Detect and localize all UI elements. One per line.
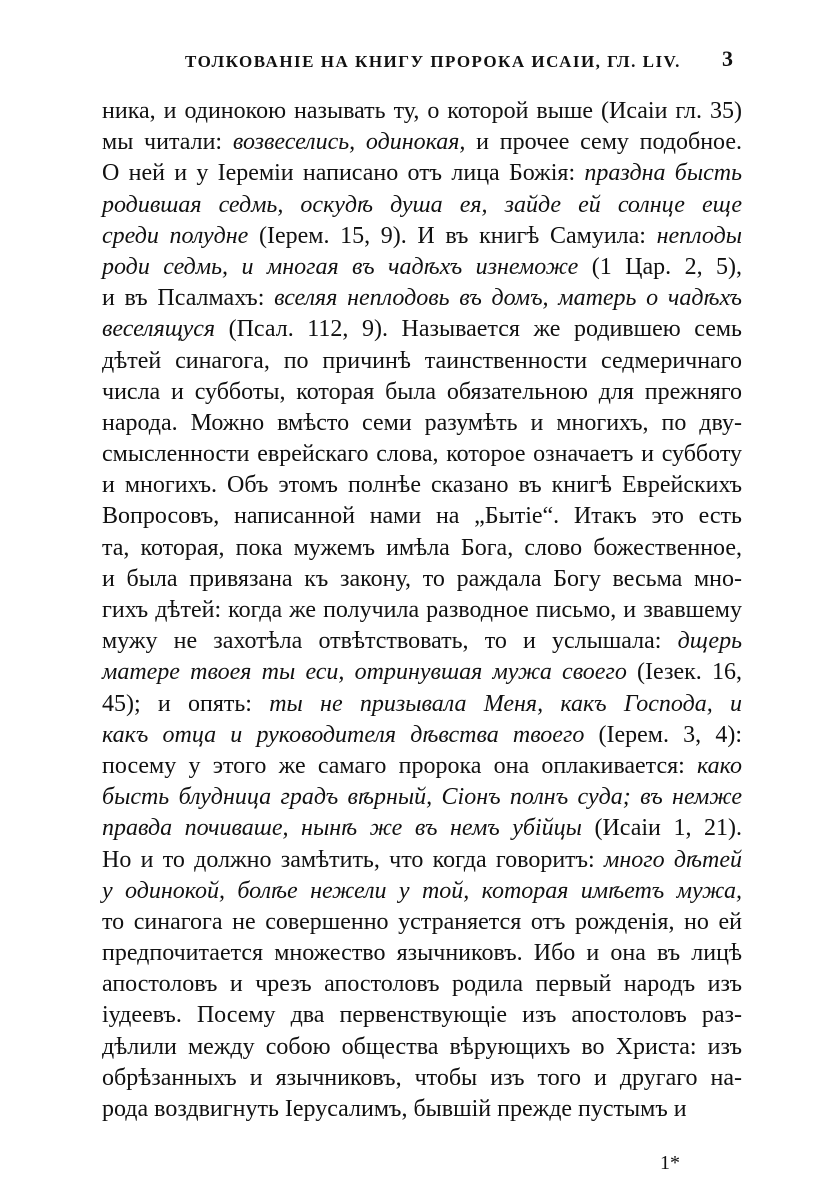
text-run: (Исаіи 1, 21).: [581, 815, 742, 842]
text-run: и прочее сему подобное.: [465, 129, 742, 156]
signature-mark: 1*: [660, 1152, 680, 1174]
text-line: [102, 689, 742, 720]
text-run: гихъ дѣтей: когда же получила разводное письмо, и звавшему: [102, 597, 742, 623]
text-run: посему у этого же самаго пророка она оплакивается:: [102, 752, 698, 779]
text-run: мужу не захотѣла отвѣтствовать, то и услышала:: [102, 628, 678, 655]
italic-quotation: правда почиваше, нынѣ же въ немъ убійцы: [102, 815, 582, 842]
text-line: [102, 1000, 742, 1031]
text-run: и была привязана къ закону, то раждала Богу весьма мно-: [102, 565, 742, 592]
text-run: и въ Псалмахъ:: [102, 285, 275, 312]
text-run: дѣтей синагога, по причинѣ таинственности седмеричнаго: [102, 347, 742, 374]
text-line: [102, 1094, 742, 1125]
text-run: (Іезек. 16,: [626, 659, 742, 686]
text-run: (1 Цар. 2, 5),: [578, 253, 742, 280]
italic-quotation: среди полудне: [102, 222, 249, 249]
text-line: [102, 501, 742, 532]
text-line: [102, 377, 742, 408]
text-run: (Псал. 112, 9). Называется же родившею семь: [215, 316, 742, 343]
text-line: [102, 845, 742, 876]
text-line: [102, 907, 742, 938]
text-line: [102, 657, 742, 688]
text-line: [102, 221, 742, 252]
text-line: [102, 626, 742, 657]
text-run: (Іерем. 15, 9). И въ книгѣ Самуила:: [248, 222, 657, 249]
text-run: О ней и у Іереміи написано отъ лица Божія:: [102, 160, 585, 187]
body-text: [102, 96, 742, 1125]
text-run: обрѣзанныхъ и язычниковъ, чтобы изъ того и другаго на-: [102, 1064, 742, 1091]
text-run: іудеевъ. Посему два первенствующіе изъ апостоловъ раз-: [102, 1002, 742, 1029]
text-line: [102, 470, 742, 501]
text-run: дѣлили между собою общества вѣрующихъ во Христа: изъ: [102, 1033, 742, 1060]
text-line: [102, 938, 742, 969]
text-run: и многихъ. Объ этомъ полнѣе сказано въ книгѣ Еврейскихъ: [102, 472, 742, 499]
text-line: [102, 564, 742, 595]
italic-quotation: вселяя неплодовь въ домъ, матерь о чадѣхъ: [274, 285, 743, 312]
text-run: 45); и опять:: [102, 690, 270, 717]
text-run: числа и субботы, которая была обязательною для прежняго: [102, 378, 742, 405]
text-run: та, которая, пока мужемъ имѣла Бога, слово божественное,: [102, 534, 742, 561]
italic-quotation: родившая седмь, оскудѣ душа ея, зайде ей солнце еще: [102, 191, 742, 218]
italic-quotation: у одинокой, болѣе нежели у той, которая имѣетъ мужа,: [102, 877, 742, 904]
text-run: Но и то должно замѣтить, что когда говоритъ:: [102, 846, 605, 873]
italic-quotation: возвеселись, одинокая,: [232, 129, 466, 156]
text-run: апостоловъ и чрезъ апостоловъ родила первый народъ изъ: [102, 971, 742, 998]
text-run: ника, и одинокою называть ту, о которой выше (Исаіи гл. 35): [102, 98, 742, 124]
text-run: (Іерем. 3, 4):: [584, 721, 742, 748]
text-line: [102, 876, 742, 907]
italic-quotation: неплоды: [656, 222, 743, 249]
text-line: [102, 252, 742, 283]
text-line: [102, 408, 742, 439]
text-line: [102, 751, 742, 782]
text-line: [102, 190, 742, 221]
text-line: [102, 127, 742, 158]
text-line: [102, 439, 742, 470]
text-line: [102, 283, 742, 314]
text-line: [102, 346, 742, 377]
text-line: [102, 782, 742, 813]
text-run: Вопросовъ, написанной нами на „Бытіе“. Итакъ это есть: [102, 503, 742, 530]
italic-quotation: како: [697, 752, 742, 779]
italic-quotation: бысть блудница градъ вѣрный, Сіонъ полнъ суда; въ немже: [102, 784, 742, 811]
italic-quotation: матере твоея ты еси, отринувшая мужа своего: [102, 659, 627, 686]
text-line: [102, 1032, 742, 1063]
text-line: [102, 720, 742, 751]
italic-quotation: роди седмь, и многая въ чадѣхъ изнеможе: [102, 253, 579, 280]
text-line: [102, 813, 742, 844]
text-run: рода воздвигнуть Іерусалимъ, бывшій прежде пустымъ и: [102, 1096, 687, 1122]
italic-quotation: ты не призывала Меня, какъ Господа, и: [269, 690, 742, 717]
text-line: [102, 969, 742, 1000]
page-number: 3: [722, 46, 733, 71]
text-line: [102, 1063, 742, 1094]
text-line: [102, 96, 742, 127]
italic-quotation: много дѣтей: [604, 846, 743, 873]
running-title: ТОЛКОВАНІЕ НА КНИГУ ПРОРОКА ИСАІИ, ГЛ. LIV.: [185, 52, 681, 71]
text-line: [102, 158, 742, 189]
text-run: народа. Можно вмѣсто семи разумѣть и многихъ, по дву-: [102, 409, 742, 436]
italic-quotation: праздна бысть: [584, 160, 742, 187]
italic-quotation: веселящуся: [102, 316, 216, 343]
italic-quotation: дщерь: [677, 628, 742, 655]
text-run: смысленности еврейскаго слова, которое означаетъ и субботу: [102, 441, 742, 468]
italic-quotation: какъ отца и руководителя дѣвства твоего: [102, 721, 585, 748]
text-line: [102, 595, 742, 626]
text-line: [102, 314, 742, 345]
text-run: то синагога не совершенно устраняется отъ рожденія, но ей: [102, 908, 742, 935]
text-line: [102, 533, 742, 564]
text-run: предпочитается множество язычниковъ. Ибо и она въ лицѣ: [102, 940, 742, 967]
text-run: мы читали:: [102, 129, 233, 156]
